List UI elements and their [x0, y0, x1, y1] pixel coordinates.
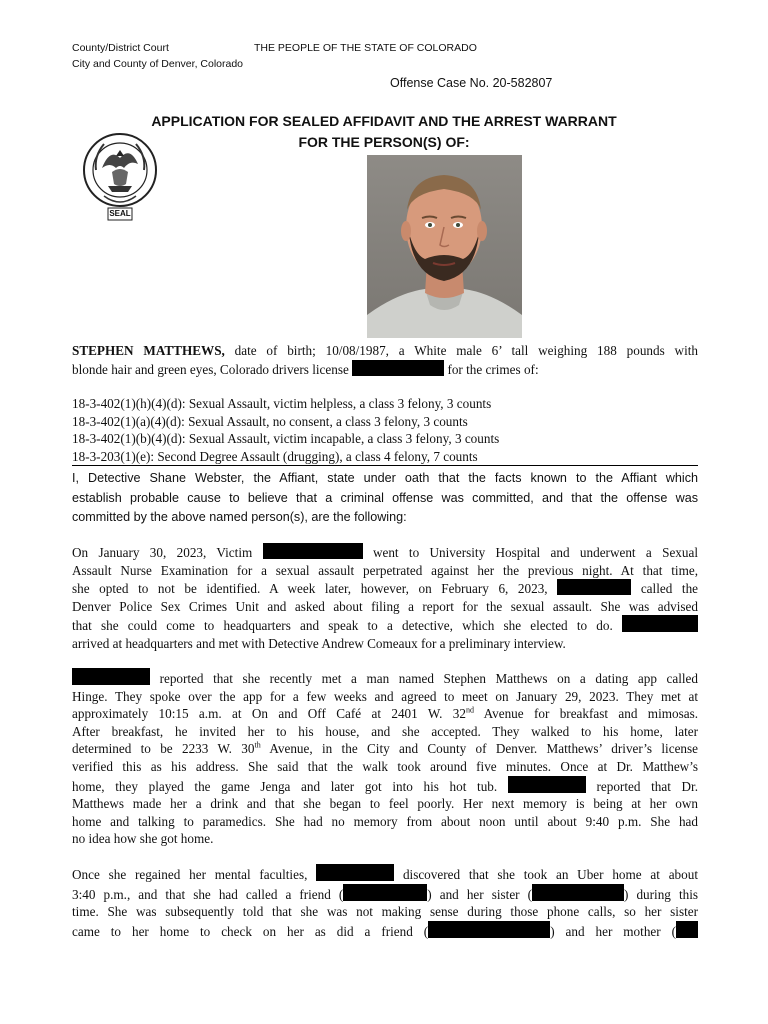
redaction-box: [72, 668, 150, 685]
denver-city-seal-icon: [80, 128, 160, 224]
court-name: County/District Court: [72, 42, 169, 54]
document-title-line1: APPLICATION FOR SEALED AFFIDAVIT AND THE ARREST WARRANT: [151, 113, 617, 129]
redaction-box: [622, 615, 698, 632]
crime-item: 18-3-203(1)(e): Second Degree Assault (drugging), a class 4 felony, 7 counts: [72, 448, 478, 464]
suspect-name: STEPHEN MATTHEWS,: [72, 343, 225, 358]
people-caption: THE PEOPLE OF THE STATE OF COLORADO: [254, 42, 477, 54]
affiant-statement: I, Detective Shane Webster, the Affiant, state under oath that the facts known to the Affiant which establish probable cause to believe that a criminal offense was committed, and that the offense was committed by the above named person(s), are the following:: [72, 471, 698, 525]
suspect-photo: [367, 155, 522, 338]
crimes-list: [72, 395, 499, 465]
crime-item: 18-3-402(1)(a)(4)(d): Sexual Assault, no consent, a class 3 felony, 3 counts: [72, 413, 468, 429]
document-title-line2: FOR THE PERSON(S) OF:: [298, 134, 470, 150]
redaction-box: [428, 921, 550, 938]
redaction-box: [316, 864, 394, 881]
seal-label: SEAL: [109, 209, 131, 218]
narrative-paragraph-1: On January 30, 2023, Victim went to University Hospital and underwent a Sexual Assault Nurse Examination for a sexual assault perpetrated against her the previous night. At that time, she opted to not be identified. A week later, however, on February 6, 2023, called the Denver Police Sex Crimes Unit and asked about filing a report for the sexual assault. She was advised that she could come to headquarters and speak to a detective, which she elected to do. arrived at headquarters and met with Detective Andrew Comeaux for a preliminary interview.: [72, 545, 699, 651]
narrative-paragraph-3: Once she regained her mental faculties, discovered that she took an Uber home at about 3:40 p.m., and that she had called a friend ( ) and her sister ( ) during this time. She was subsequently told that she was not making sense during those phone calls, so her sister came to her home to check on her as did a friend ( ) and her mother (: [72, 864, 698, 940]
section-divider: [72, 465, 698, 466]
redaction-box: [343, 884, 427, 901]
crime-item: 18-3-402(1)(h)(4)(d): Sexual Assault, victim helpless, a class 3 felony, 3 counts: [72, 396, 492, 411]
redaction-box: [508, 776, 586, 793]
narrative-paragraph-2: reported that she recently met a man named Stephen Matthews on a dating app called Hinge. They spoke over the app for a few weeks and agreed to meet on January 29, 2023. They met at approximately 10:15 a.m. at On and Off Café at 2401 W. 32nd Avenue for breakfast and mimosas. After breakfast, he invited her to his house, and she accepted. They walked to his home, later determined to be 2233 W. 30th Avenue, in the City and County of Denver. Matthews’ driver’s license verified this as his address. She said that the walk took around five minutes. Once at Dr. Matthew’s home, they played the game Jenga and later got into his hot tub. reported that Dr. Matthews made her a drink and that she began to feel poorly. Her next memory is being at her own home and talking to paramedics. She had no memory from about noon until about 9:40 p.m. She had no idea how she got home.: [72, 668, 698, 848]
redaction-box: [352, 360, 444, 376]
redaction-box: [532, 884, 624, 901]
redaction-box: [263, 543, 363, 559]
crime-item: 18-3-402(1)(b)(4)(d): Sexual Assault, victim incapable, a class 3 felony, 3 counts: [72, 431, 500, 446]
court-location: City and County of Denver, Colorado: [72, 58, 244, 70]
offense-case-number: Offense Case No. 20-582807: [390, 76, 553, 90]
suspect-description: STEPHEN MATTHEWS, date of birth; 10/08/1987, a White male 6’ tall weighing 188 pounds with blonde hair and green eyes, Colorado drivers license for the crimes of:: [72, 343, 698, 377]
redaction-box: [557, 579, 631, 595]
redaction-box: [676, 921, 698, 938]
